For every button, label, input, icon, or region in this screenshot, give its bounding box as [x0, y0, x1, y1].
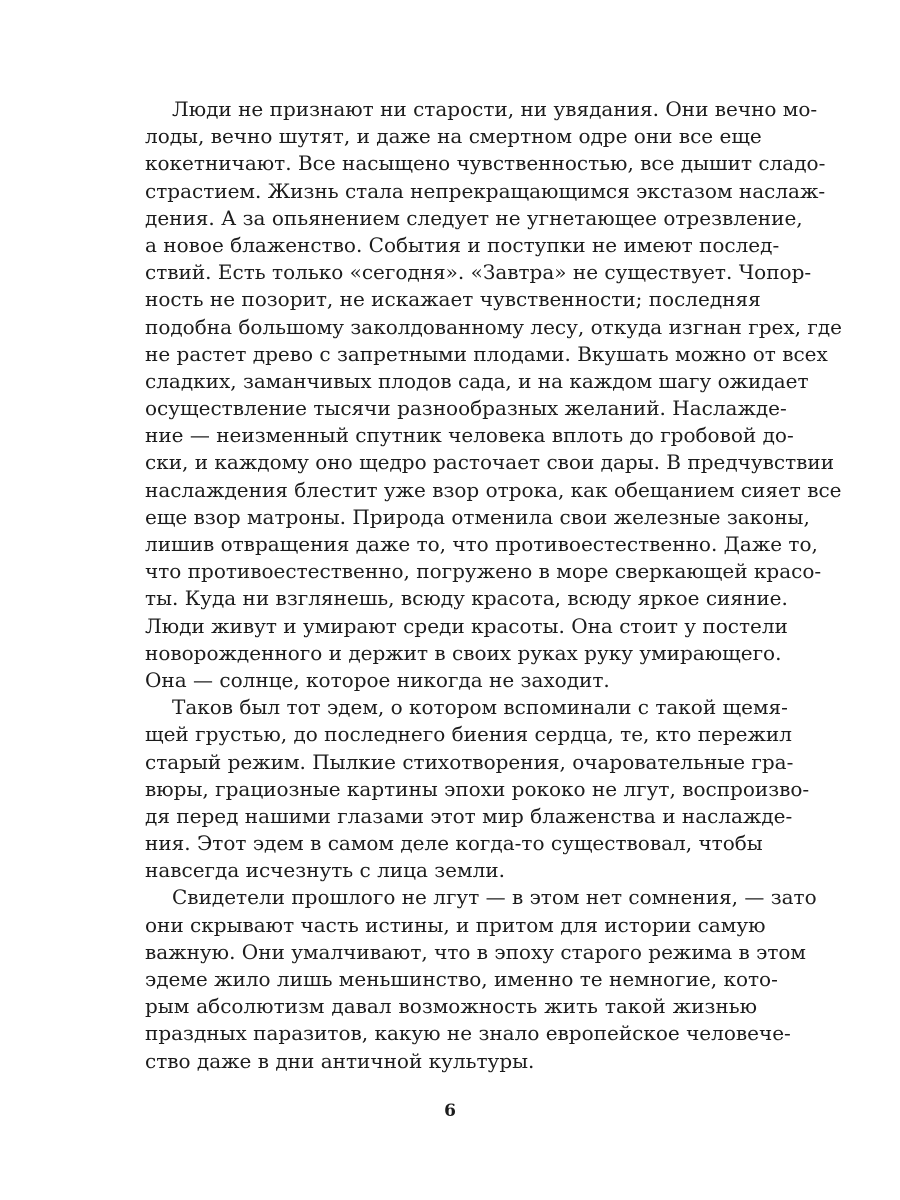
- text-line: наслаждения блестит уже взор отрока, как обещанием сияет все: [145, 477, 842, 502]
- text-line: ния. Этот эдем в самом деле когда-то существовал, чтобы: [145, 831, 763, 856]
- text-line: важную. Они умалчивают, что в эпоху старого режима в этом: [145, 939, 806, 964]
- text-line: сладких, заманчивых плодов сада, и на каждом шагу ожидает: [145, 368, 809, 393]
- text-line: Она — солнце, которое никогда не заходит.: [145, 667, 610, 692]
- text-line: подобна большому заколдованному лесу, откуда изгнан грех, где: [145, 314, 842, 339]
- text-line: ствий. Есть только «сегодня». «Завтра» не существует. Чопор-: [145, 260, 812, 285]
- text-line: праздных паразитов, какую не знало европейское человече-: [145, 1021, 791, 1046]
- text-line: рым абсолютизм давал возможность жить такой жизнью: [145, 994, 757, 1019]
- text-line: Таков был тот эдем, о котором вспоминали с такой щемя-: [172, 695, 788, 720]
- text-line: щей грустью, до последнего биения сердца, те, кто пережил: [145, 722, 792, 747]
- text-line: эдеме жило лишь меньшинство, именно те немногие, кото-: [145, 967, 778, 991]
- text-line: не растет древо с запретными плодами. Вкушать можно от всех: [145, 341, 828, 366]
- text-line: ство даже в дни античной культуры.: [145, 1048, 535, 1073]
- text-line: что противоестественно, погружено в море сверкающей красо-: [145, 559, 822, 584]
- paragraph: [145, 96, 842, 694]
- text-line: ски, и каждому оно щедро расточает свои дары. В предчувствии: [145, 450, 835, 475]
- text-line: ность не позорит, не искажает чувственности; последняя: [145, 287, 761, 312]
- text-line: дения. А за опьянением следует не угнетающее отрезвление,: [145, 205, 803, 230]
- text-line: Люди не признают ни старости, ни увядания. Они вечно мо-: [172, 97, 818, 121]
- paragraph: [145, 694, 810, 884]
- page-number: 6: [444, 1101, 456, 1121]
- text-line: старый режим. Пылкие стихотворения, очаровательные гра-: [145, 749, 794, 774]
- text-line: осуществление тысячи разнообразных желаний. Наслажде-: [145, 396, 787, 421]
- text-line: ты. Куда ни взглянешь, всюду красота, всюду яркое сияние.: [145, 586, 788, 611]
- text-line: вюры, грациозные картины эпохи рококо не лгут, воспроизво-: [145, 776, 810, 801]
- text-line: лишив отвращения даже то, что противоестественно. Даже то,: [145, 532, 818, 556]
- text-line: ние — неизменный спутник человека вплоть до гробовой до-: [145, 423, 794, 448]
- text-line: еще взор матроны. Природа отменила свои железные законы,: [145, 504, 810, 529]
- text-line: новорожденного и держит в своих руках руку умирающего.: [145, 640, 782, 665]
- text-line: они скрывают часть истины, и притом для истории самую: [145, 912, 766, 937]
- body-text: [145, 96, 842, 1075]
- text-line: навсегда исчезнуть с лица земли.: [145, 858, 505, 883]
- text-line: Свидетели прошлого не лгут — в этом нет сомнения, — зато: [172, 885, 817, 910]
- text-line: лоды, вечно шутят, и даже на смертном одре они все еще: [145, 124, 762, 149]
- text-line: а новое блаженство. События и поступки не имеют послед-: [145, 232, 780, 257]
- text-line: кокетничают. Все насыщено чувственностью, все дышит сладо-: [145, 151, 826, 176]
- text-line: Люди живут и умирают среди красоты. Она стоит у постели: [145, 613, 788, 638]
- text-line: страстием. Жизнь стала непрекращающимся экстазом наслаж-: [145, 178, 826, 203]
- text-line: дя перед нашими глазами этот мир блаженства и наслажде-: [145, 803, 793, 828]
- paragraph: [145, 884, 817, 1074]
